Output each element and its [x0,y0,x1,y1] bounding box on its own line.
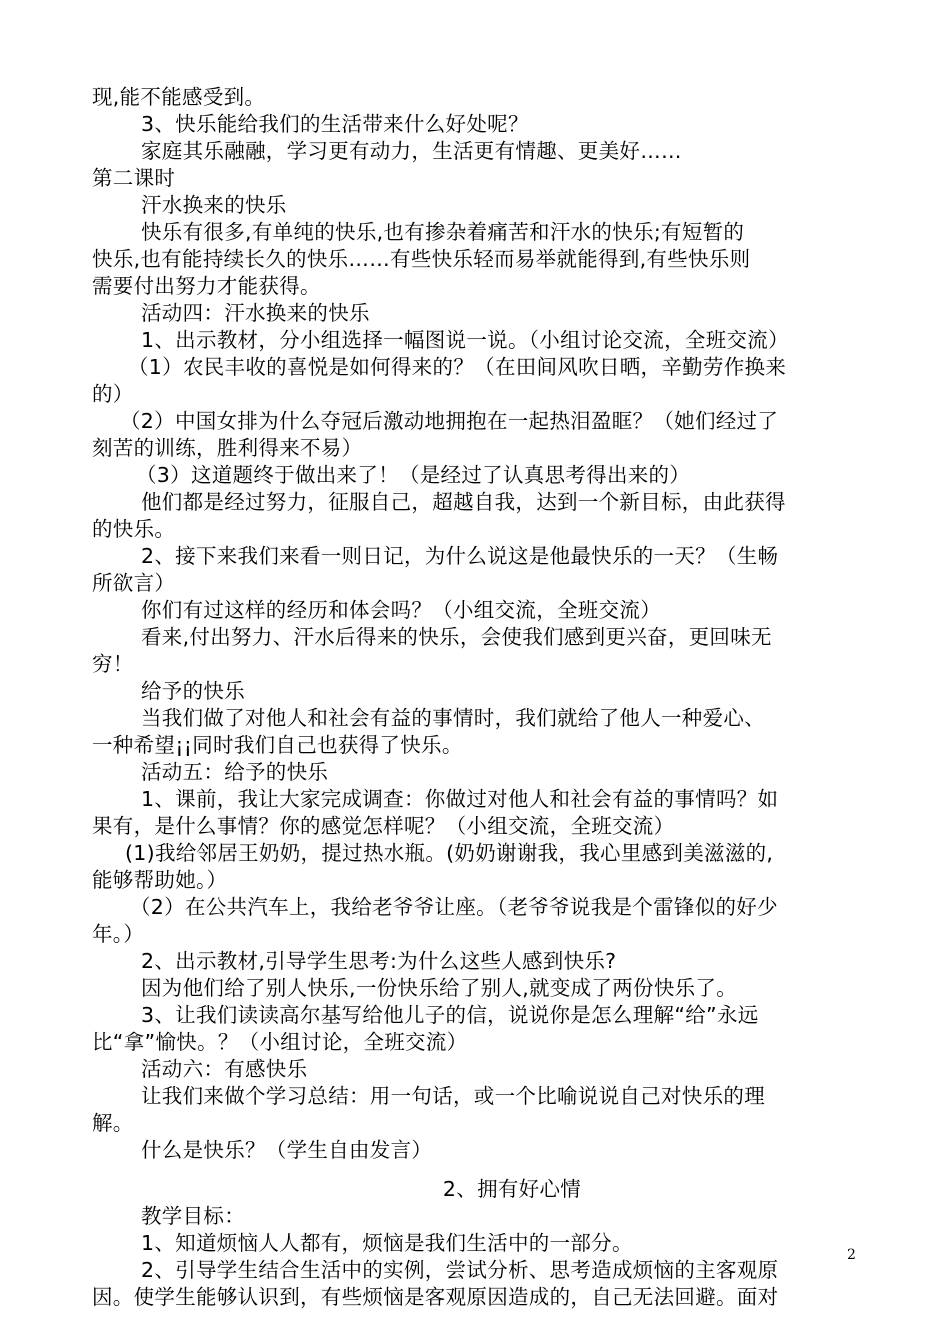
text-line: （3）这道题终于做出来了！（是经过了认真思考得出来的） [136,463,691,487]
text-line: 的快乐。 [92,517,176,541]
text-line: 3、快乐能给我们的生活带来什么好处呢？ [141,112,529,136]
text-line: 当我们做了对他人和社会有益的事情时，我们就给了他人一种爱心、 [141,706,765,730]
document-body [92,84,862,1311]
text-line: 2、接下来我们来看一则日记，为什么说这是他最快乐的一天？（生畅 [141,544,779,568]
text-line: 穷！ [92,652,134,676]
text-line: 他们都是经过努力，征服自己，超越自我，达到一个新目标，由此获得 [141,490,786,514]
text-line: 快乐,也有能持续长久的快乐……有些快乐轻而易举就能得到,有些快乐则 [92,247,751,271]
subheading: 给予的快乐 [141,679,245,703]
text-line: 刻苦的训练，胜利得来不易） [92,436,363,460]
text-line: 一种希望¡¡同时我们自己也获得了快乐。 [92,733,463,757]
text-line: 解。 [92,1111,134,1135]
text-line: 年。） [92,922,145,946]
text-line: 现,能不能感受到。 [92,85,266,109]
text-line: 什么是快乐？（学生自由发言） [141,1138,433,1162]
text-line: （1）农民丰收的喜悦是如何得来的？（在田间风吹日晒，辛勤劳作换来 [128,355,787,379]
text-line: （2）在公共汽车上，我给老爷爷让座。（老爷爷说我是个雷锋似的好少 [130,895,778,919]
text-line: （2）中国女排为什么夺冠后激动地拥抱在一起热泪盈眶？（她们经过了 [120,409,779,433]
text-line: 1、课前，我让大家完成调查：你做过对他人和社会有益的事情吗？如 [141,787,779,811]
text-line: 1、知道烦恼人人都有，烦恼是我们生活中的一部分。 [141,1231,633,1255]
text-line: 快乐有很多,有单纯的快乐,也有掺杂着痛苦和汗水的快乐;有短暂的 [141,220,745,244]
text-line: (1)我给邻居王奶奶，提过热水瓶。(奶奶谢谢我，我心里感到美滋滋的, [125,841,774,865]
text-line: 3、让我们读读高尔基写给他儿子的信，说说你是怎么理解“给”永远 [141,1003,759,1027]
text-line: 1、出示教材，分小组选择一幅图说一说。（小组讨论交流，全班交流） [141,328,789,352]
text-line: 教学目标： [141,1204,245,1228]
text-line: 2、引导学生结合生活中的实例，尝试分析、思考造成烦恼的主客观原 [141,1258,779,1282]
text-line: 需要付出努力才能获得。 [92,274,321,298]
text-line: 因。使学生能够认识到，有些烦恼是客观原因造成的，自己无法回避。面对 [92,1285,779,1309]
text-line: 的） [92,382,134,406]
activity-heading: 活动四：汗水换来的快乐 [141,301,370,325]
text-line: 2、出示教材,引导学生思考:为什么这些人感到快乐? [141,949,617,973]
lesson-heading: 第二课时 [92,166,176,190]
activity-heading: 活动六：有感快乐 [141,1057,308,1081]
text-line: 因为他们给了别人快乐,一份快乐给了别人,就变成了两份快乐了。 [141,976,738,1000]
page-number: 2 [847,1247,856,1263]
section-heading: 2、拥有好心情 [442,1177,582,1201]
text-line: 你们有过这样的经历和体会吗？（小组交流，全班交流） [141,598,661,622]
text-line: 家庭其乐融融，学习更有动力，生活更有情趣、更美好…… [141,139,682,163]
subheading: 汗水换来的快乐 [141,193,287,217]
text-line: 果有，是什么事情？你的感觉怎样呢？（小组交流，全班交流） [92,814,675,838]
text-line: 看来,付出努力、汗水后得来的快乐，会使我们感到更兴奋，更回味无 [141,625,772,649]
text-line: 所欲言） [92,571,176,595]
text-line: 比“拿”愉快。？（小组讨论，全班交流） [92,1030,468,1054]
text-line: 让我们来做个学习总结：用一句话，或一个比喻说说自己对快乐的理 [141,1084,765,1108]
activity-heading: 活动五：给予的快乐 [141,760,329,784]
text-line: 能够帮助她。） [92,868,228,892]
